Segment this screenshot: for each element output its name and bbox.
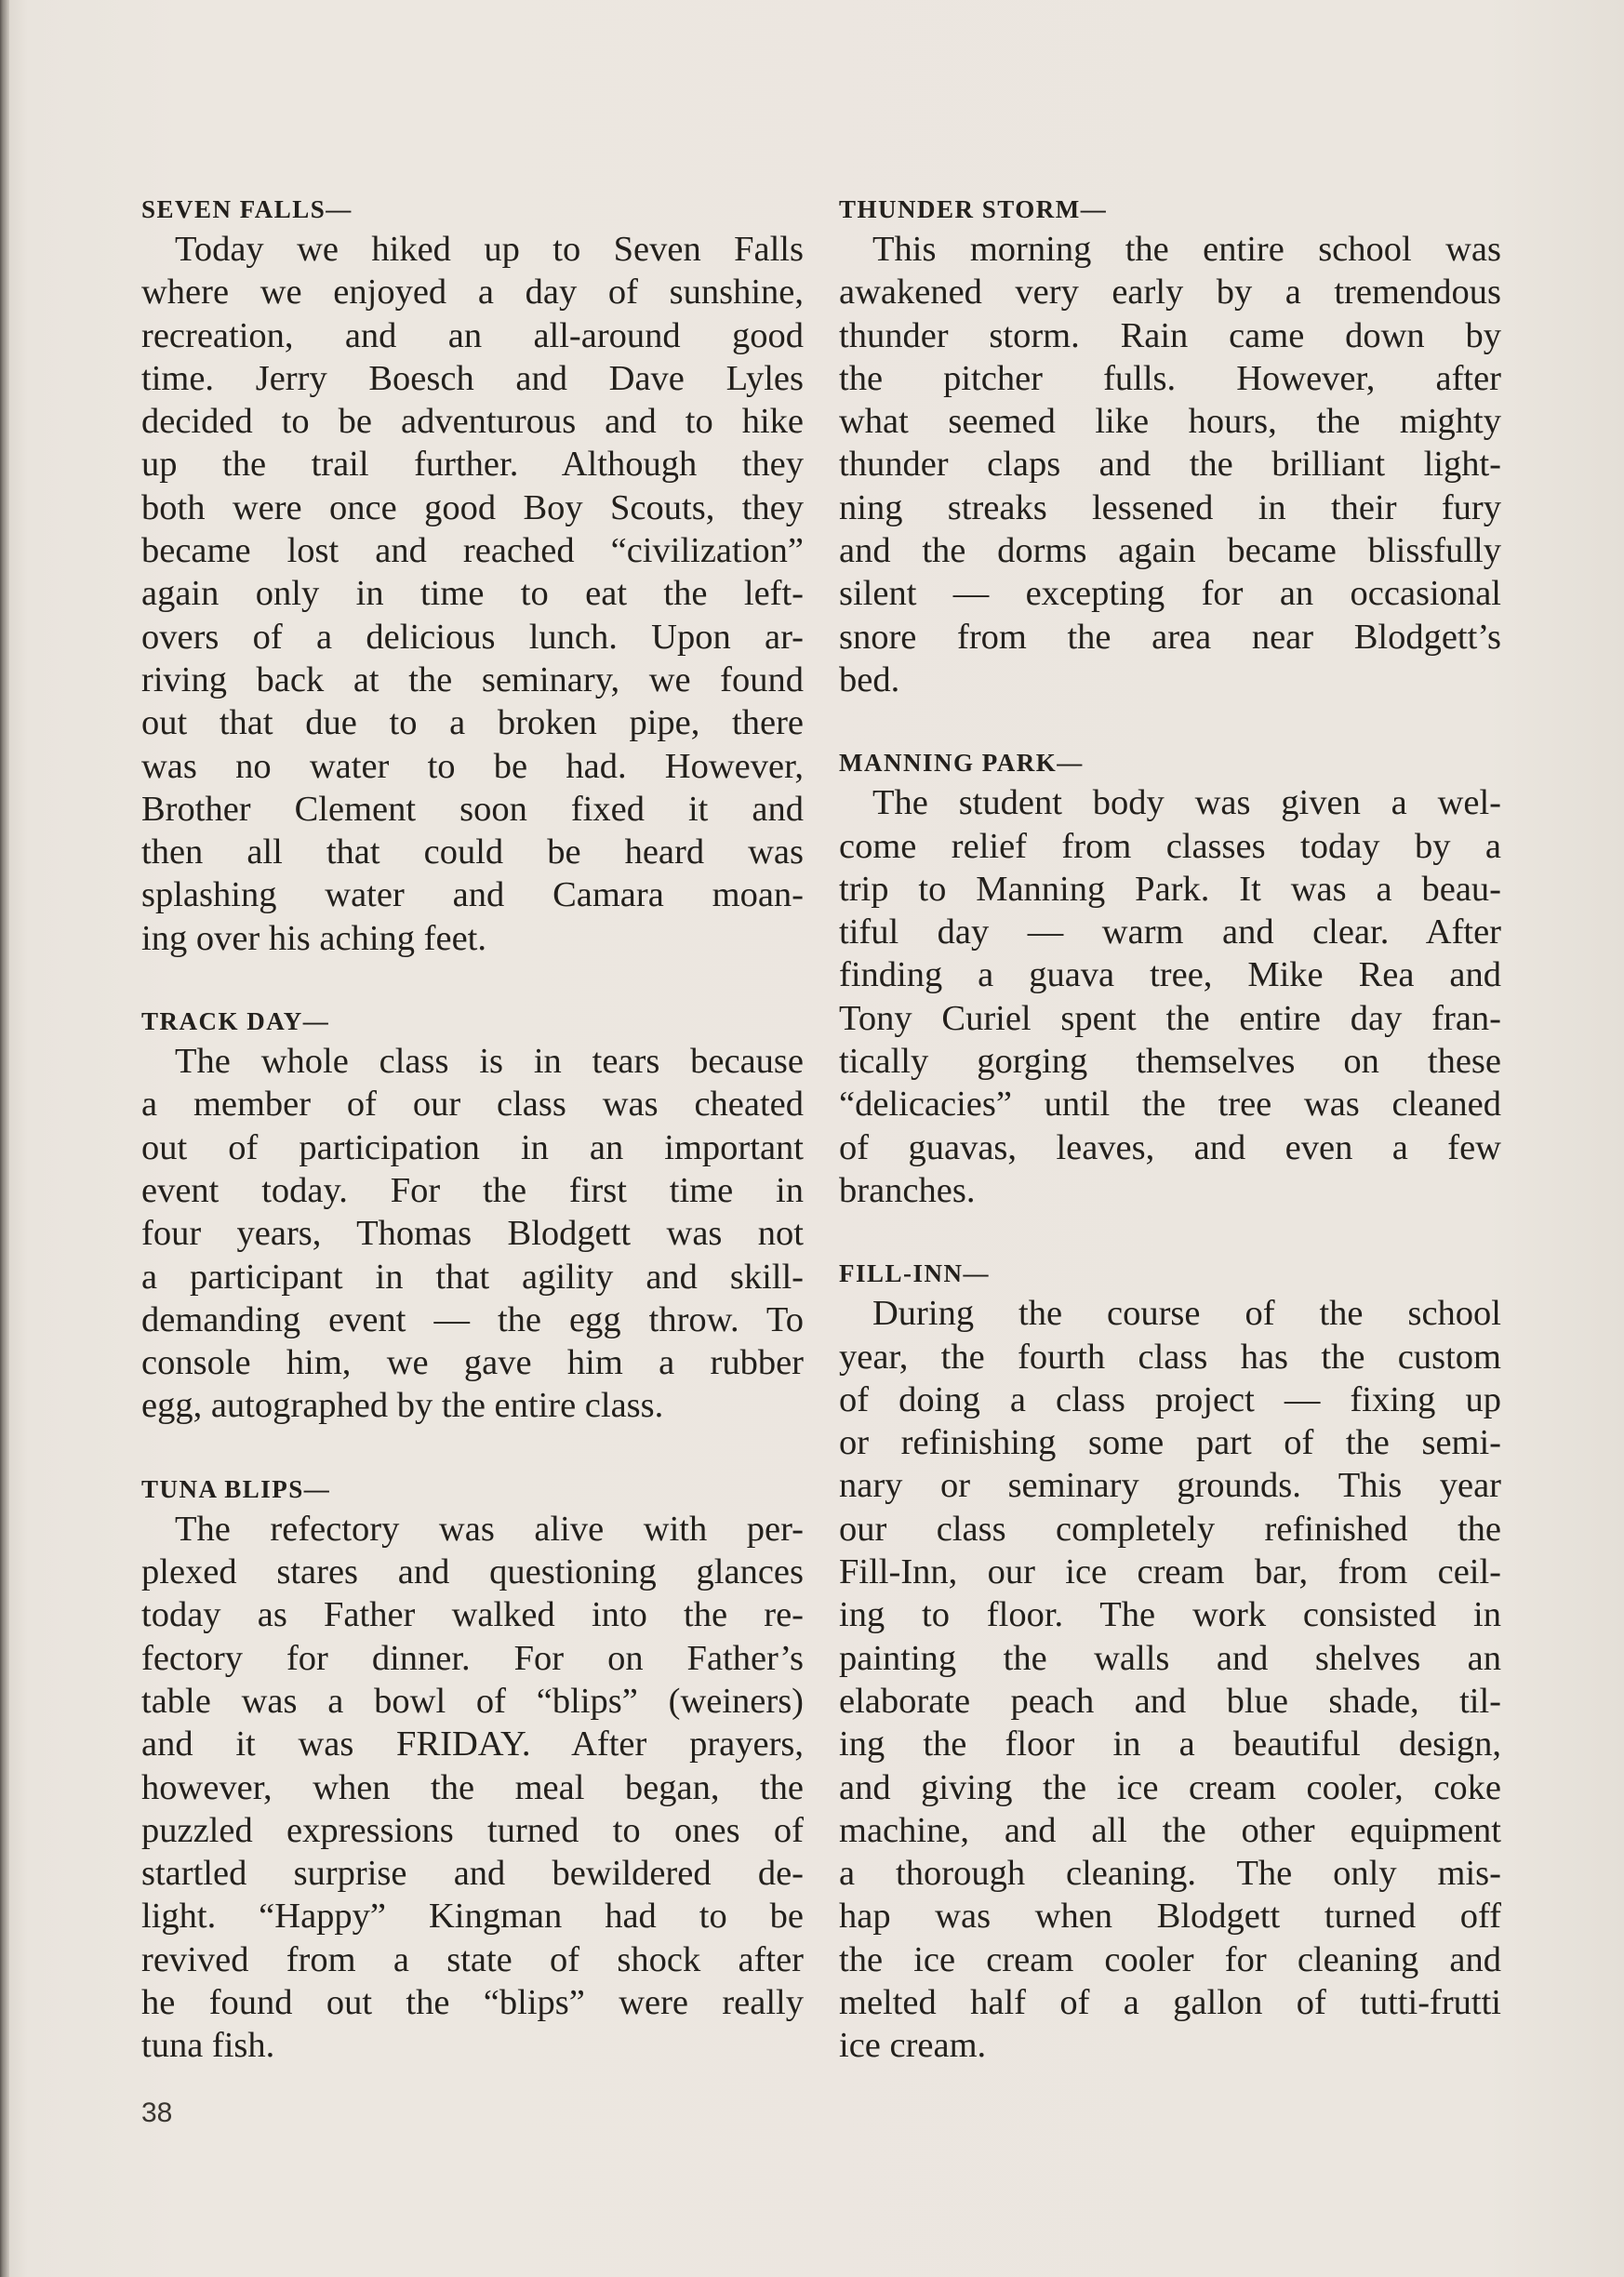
text-line: demanding event — the egg throw. To (141, 1299, 804, 1339)
text-line: painting the walls and shelves an (839, 1638, 1501, 1678)
text-line: and the dorms again became blissfully (839, 531, 1501, 571)
article-section (141, 1471, 804, 2068)
article-section (839, 191, 1501, 701)
text-line: decided to be adventurous and to hike (141, 402, 804, 442)
text-line: out of participation in an important (141, 1127, 804, 1167)
right-column (839, 191, 1501, 2068)
text-line: out that due to a broken pipe, there (141, 703, 804, 743)
text-line: This morning the entire school was (872, 230, 1501, 269)
text-line: come relief from classes today by a (839, 826, 1501, 866)
section-heading: TRACK DAY— (141, 1007, 330, 1036)
section-spacer (839, 1212, 1501, 1255)
text-line: hap was when Blodgett turned off (839, 1897, 1501, 1937)
text-line: or refinishing some part of the semi- (839, 1423, 1501, 1463)
text-line: a participant in that agility and skill- (141, 1257, 804, 1297)
section-heading: FILL-INN— (839, 1259, 991, 1288)
text-line: a member of our class was cheated (141, 1085, 804, 1125)
text-line: what seemed like hours, the mighty (839, 402, 1501, 442)
text-line: During the course of the school (872, 1294, 1501, 1334)
text-line: he found out the “blips” were really (141, 1982, 804, 2022)
article-section (141, 191, 804, 960)
page-binding-edge (0, 0, 9, 2277)
text-line: overs of a delicious lunch. Upon ar- (141, 617, 804, 657)
article-section (839, 1255, 1501, 2067)
text-line: ing to floor. The work consisted in (839, 1595, 1501, 1635)
page-number: 38 (141, 2097, 173, 2128)
text-line: “delicacies” until the tree was cleaned (839, 1085, 1501, 1125)
text-line: console him, we gave him a rubber (141, 1343, 804, 1383)
text-line: ing the floor in a beautiful design, (839, 1724, 1501, 1764)
section-heading: SEVEN FALLS— (141, 195, 353, 223)
section-paragraph (141, 1040, 804, 1428)
text-line: egg, autographed by the entire class. (141, 1386, 664, 1426)
text-line: ice cream. (839, 2026, 987, 2066)
text-line: again only in time to eat the left- (141, 574, 804, 614)
text-line: revived from a state of shock after (141, 1939, 804, 1979)
text-line: trip to Manning Park. It was a beau- (839, 869, 1501, 909)
section-paragraph (141, 1508, 804, 2068)
text-line: four years, Thomas Blodgett was not (141, 1214, 804, 1254)
text-line: riving back at the seminary, we found (141, 659, 804, 699)
section-paragraph (839, 1292, 1501, 2067)
text-line: where we enjoyed a day of sunshine, (141, 273, 804, 313)
text-line: recreation, and an all-around good (141, 315, 804, 355)
text-line: the pitcher fulls. However, after (839, 358, 1501, 398)
text-line: was no water to be had. However, (141, 746, 804, 786)
section-spacer (141, 960, 804, 1003)
text-line: time. Jerry Boesch and Dave Lyles (141, 358, 804, 398)
text-line: The whole class is in tears because (175, 1042, 804, 1082)
text-line: Fill-Inn, our ice cream bar, from ceil- (839, 1552, 1501, 1592)
text-line: finding a guava tree, Mike Rea and (839, 955, 1501, 995)
text-line: The refectory was alive with per- (175, 1509, 804, 1549)
text-line: year, the fourth class has the custom (839, 1337, 1501, 1377)
text-line: and it was FRIDAY. After prayers, (141, 1724, 804, 1764)
text-line: a thorough cleaning. The only mis- (839, 1854, 1501, 1894)
text-line: machine, and all the other equipment (839, 1810, 1501, 1850)
text-line: tuna fish. (141, 2026, 275, 2066)
text-line: of guavas, leaves, and even a few (839, 1127, 1501, 1167)
text-line: plexed stares and questioning glances (141, 1552, 804, 1592)
text-line: up the trail further. Although they (141, 445, 804, 485)
text-line: table was a bowl of “blips” (weiners) (141, 1681, 804, 1721)
text-line: branches. (839, 1170, 976, 1210)
section-heading: THUNDER STORM— (839, 195, 1108, 223)
text-line: startled surprise and bewildered de- (141, 1854, 804, 1894)
text-line: ning streaks lessened in their fury (839, 487, 1501, 527)
text-line: thunder claps and the brilliant light- (839, 445, 1501, 485)
article-section (141, 1003, 804, 1428)
text-line: the ice cream cooler for cleaning and (839, 1939, 1501, 1979)
text-line: silent — excepting for an occasional (839, 574, 1501, 614)
text-line: nary or seminary grounds. This year (839, 1466, 1501, 1506)
text-line: then all that could be heard was (141, 832, 804, 872)
text-line: light. “Happy” Kingman had to be (141, 1897, 804, 1937)
text-line: Brother Clement soon fixed it and (141, 789, 804, 829)
text-line: awakened very early by a tremendous (839, 273, 1501, 313)
text-line: both were once good Boy Scouts, they (141, 487, 804, 527)
text-line: bed. (839, 659, 900, 699)
section-spacer (839, 701, 1501, 744)
text-line: ing over his aching feet. (141, 918, 486, 958)
text-line: and giving the ice cream cooler, coke (839, 1767, 1501, 1807)
text-line: puzzled expressions turned to ones of (141, 1810, 804, 1850)
text-line: became lost and reached “civilization” (141, 531, 804, 571)
article-section (839, 744, 1501, 1212)
text-line: tically gorging themselves on these (839, 1042, 1501, 1082)
text-line: snore from the area near Blodgett’s (839, 617, 1501, 657)
text-line: tiful day — warm and clear. After (839, 912, 1501, 952)
text-line: elaborate peach and blue shade, til- (839, 1681, 1501, 1721)
text-line: thunder storm. Rain came down by (839, 315, 1501, 355)
text-line: our class completely refinished the (839, 1509, 1501, 1549)
section-heading: MANNING PARK— (839, 749, 1084, 778)
text-line: of doing a class project — fixing up (839, 1379, 1501, 1419)
text-line: splashing water and Camara moan- (141, 875, 804, 915)
text-line: today as Father walked into the re- (141, 1595, 804, 1635)
text-line: Tony Curiel spent the entire day fran- (839, 998, 1501, 1038)
text-line: Today we hiked up to Seven Falls (175, 230, 804, 269)
section-spacer (141, 1428, 804, 1471)
left-column (141, 191, 804, 2068)
section-heading: TUNA BLIPS— (141, 1474, 331, 1503)
section-paragraph (839, 781, 1501, 1212)
text-line: fectory for dinner. For on Father’s (141, 1638, 804, 1678)
text-line: The student body was given a wel- (872, 783, 1501, 823)
text-line: however, when the meal began, the (141, 1767, 804, 1807)
section-paragraph (839, 228, 1501, 701)
section-paragraph (141, 228, 804, 960)
text-line: melted half of a gallon of tutti-frutti (839, 1982, 1501, 2022)
text-line: event today. For the first time in (141, 1170, 804, 1210)
